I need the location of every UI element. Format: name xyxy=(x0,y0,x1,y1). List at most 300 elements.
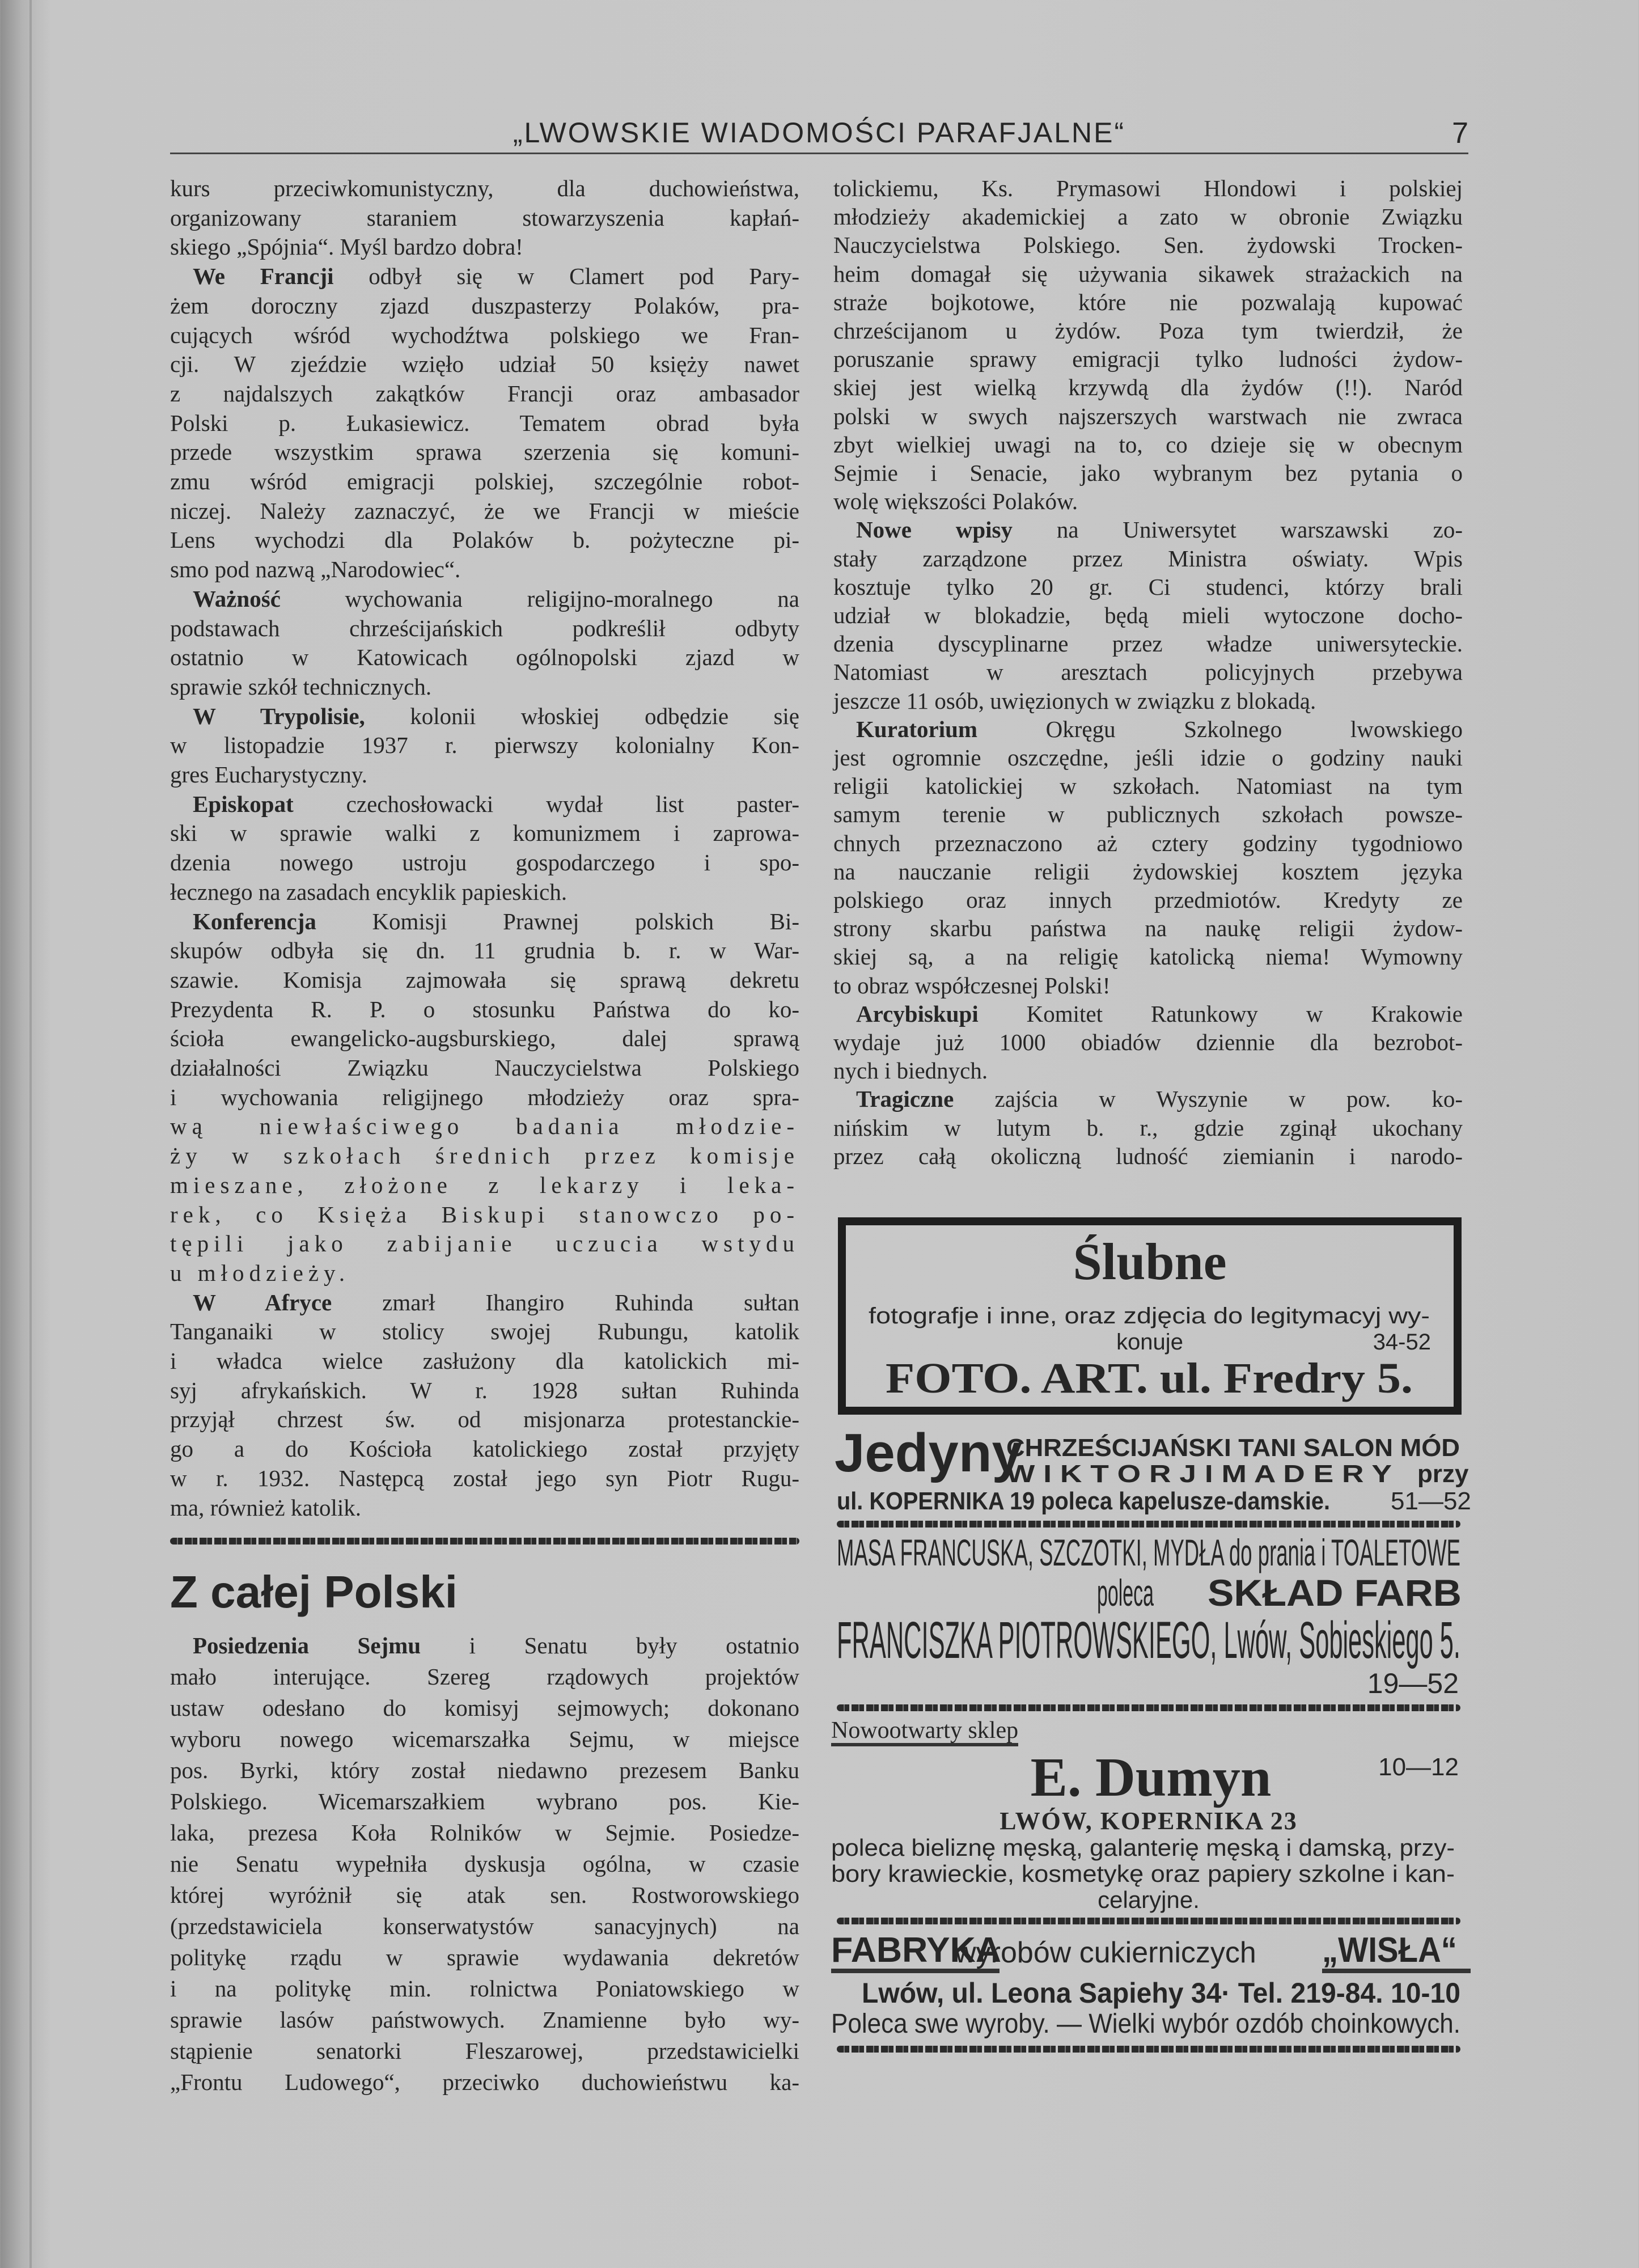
ornament-divider xyxy=(837,1918,1460,1924)
line-body: skiej jest wielką krzywdą dla żydów (!!). Naród xyxy=(833,374,1463,401)
text-line xyxy=(170,819,799,847)
text-line xyxy=(833,174,1463,202)
paragraph-lead: Episkopat xyxy=(193,790,294,817)
line-text xyxy=(856,716,1463,742)
line-body: niczej. Należy zaznaczyć, że we Francji w mieście xyxy=(170,497,799,524)
line-body: wyboru nowego wicemarszałka Sejmu, w miejsce xyxy=(170,1726,799,1752)
line-text xyxy=(833,801,1463,827)
publication-title: „LWOWSKIE WIADOMOŚCI PARAFJALNE“ xyxy=(513,117,1126,149)
ad-dumyn-line xyxy=(831,1860,1455,1887)
line-text xyxy=(833,631,1463,657)
line-text xyxy=(170,234,523,260)
text-line xyxy=(193,262,799,290)
line-text xyxy=(833,545,1463,572)
line-body: młodzieży akademickiej a zato w obronie Związku xyxy=(833,204,1463,230)
line-body: ski w sprawie walki z komunizmem i zaprowa- xyxy=(170,820,799,847)
line-text xyxy=(193,263,799,289)
text-line xyxy=(170,204,799,232)
line-body: Polski p. Łukasiewicz. Tematem obrad była xyxy=(170,409,799,436)
ad-dumyn-code: 10—12 xyxy=(1378,1753,1459,1781)
line-text xyxy=(170,1820,799,1846)
line-body: poruszanie sprawy emigracji tylko ludności żydow- xyxy=(833,346,1463,373)
text-line xyxy=(833,260,1463,288)
line-body: (przedstawiciela konserwatystów sanacyjnych) na xyxy=(170,1913,799,1939)
text-line xyxy=(170,1850,799,1878)
ad-slubne-title: Ślubne xyxy=(1073,1233,1227,1290)
line-text xyxy=(833,1057,988,1084)
line-body: u młodzieży. xyxy=(170,1259,350,1286)
paragraph-lead: We Francji xyxy=(193,263,334,290)
line-body: samym terenie w publicznych szkołach powsze- xyxy=(833,801,1463,828)
line-text xyxy=(170,1377,799,1403)
line-body: Komisji Prawnej polskich Bi- xyxy=(316,908,799,934)
ad-dumyn-name: E. Dumyn xyxy=(1030,1747,1272,1808)
line-body: polski w swych najszerszych warstwach nie zwraca xyxy=(833,403,1463,429)
ad-dumyn-kicker: Nowootwarty sklep xyxy=(831,1718,1018,1746)
text-line xyxy=(170,643,799,671)
line-text xyxy=(170,498,799,524)
text-line xyxy=(170,467,799,496)
text-line xyxy=(193,907,799,936)
ad-farby-line1 xyxy=(837,1531,1639,1573)
ad-slubne-line1-text: fotografje i inne, oraz zdjęcia do legitymacyj wy- xyxy=(869,1304,1430,1328)
line-body: nie Senatu wypełniła dyskusja ogólna, w czasie xyxy=(170,1851,799,1877)
line-body: nych i biednych. xyxy=(833,1057,988,1084)
line-text xyxy=(170,1025,799,1051)
ad-jedyny-line2 xyxy=(1006,1460,1392,1488)
text-line xyxy=(833,914,1463,942)
line-text xyxy=(833,688,1316,714)
line-text xyxy=(170,1726,799,1752)
text-line xyxy=(833,373,1463,401)
line-text xyxy=(833,574,1463,600)
text-line xyxy=(170,936,799,964)
ad-wisla-name xyxy=(1322,1932,1471,1973)
ad-wisla-mid: wyrobów cukierniczych xyxy=(955,1936,1256,1969)
line-body: wą niewłaściwego badania młodzie- xyxy=(170,1113,799,1140)
text-line xyxy=(833,544,1463,573)
text-line xyxy=(833,288,1463,316)
line-body: ostatnio w Katowicach ogólnopolski zjazd w xyxy=(170,644,799,671)
line-text xyxy=(193,1289,799,1315)
text-line xyxy=(170,497,799,525)
line-text xyxy=(833,403,1463,429)
line-text xyxy=(170,556,460,582)
line-text xyxy=(170,1757,799,1783)
line-body: skupów odbyła się dn. 11 grudnia b. r. w War- xyxy=(170,937,799,964)
text-line xyxy=(193,702,799,730)
text-line xyxy=(193,1631,799,1660)
line-text xyxy=(170,1055,799,1081)
text-line xyxy=(833,430,1463,459)
line-body: sprawie lasów państwowych. Znamienne było wy- xyxy=(170,2007,799,2033)
line-text xyxy=(170,732,799,758)
ad-slubne-code: 34-52 xyxy=(1373,1330,1431,1355)
line-body: cujących wśród wychodźtwa polskiego we Fran- xyxy=(170,321,799,348)
text-line xyxy=(170,1818,799,1847)
text-line xyxy=(170,1229,799,1258)
line-body: i wychowania religijnego młodzieży oraz spra- xyxy=(170,1084,799,1110)
text-line xyxy=(170,1694,799,1722)
line-text xyxy=(170,1788,799,1814)
line-text xyxy=(833,744,1463,771)
text-line xyxy=(170,2037,799,2065)
line-text xyxy=(170,1495,361,1521)
text-line xyxy=(833,487,1463,515)
line-body: działalności Związku Nauczycielstwa Polskiego xyxy=(170,1055,799,1081)
text-line xyxy=(833,800,1463,828)
text-line xyxy=(856,1000,1463,1028)
line-body: zmarł Ihangiro Ruhinda sułtan xyxy=(332,1289,799,1315)
paragraph-lead: Kuratorium xyxy=(856,716,978,742)
text-line xyxy=(170,438,799,466)
line-text xyxy=(833,972,1110,998)
text-line xyxy=(833,629,1463,658)
line-body: jest ogromnie oszczędne, jeśli idzie o godziny nauki xyxy=(833,744,1463,771)
ad-jedyny-line3-text: ul. KOPERNIKA 19 poleca kapelusze-damskie. xyxy=(837,1487,1330,1515)
paragraph-lead: W Afryce xyxy=(193,1289,332,1315)
line-body: polskiego oraz innych przedmiotów. Kredyty ze xyxy=(833,887,1463,913)
line-body: zbyt wielkiej uwagi na to, co dzieje się w obecnym xyxy=(833,431,1463,458)
line-text xyxy=(833,659,1463,685)
line-text xyxy=(833,232,1463,258)
line-text xyxy=(170,1406,799,1432)
line-text xyxy=(170,1172,799,1198)
line-body: łecznego na zasadach encyklik papieskich. xyxy=(170,878,567,905)
text-line xyxy=(170,526,799,554)
line-body: przez całą okoliczną ludność ziemianin i narodo- xyxy=(833,1143,1463,1169)
line-text xyxy=(170,1436,799,1462)
line-body: laka, prezesa Koła Rolników w Sejmie. Posiedze- xyxy=(170,1820,799,1846)
line-text xyxy=(170,468,799,494)
line-body: cji. W zjeździe wzięło udział 50 księży nawet xyxy=(170,351,799,378)
text-line xyxy=(170,1974,799,2003)
text-line xyxy=(170,1259,799,1287)
running-header xyxy=(170,116,1468,156)
line-text xyxy=(833,1115,1463,1141)
line-body: syj afrykańskich. W r. 1928 sułtan Ruhinda xyxy=(170,1377,799,1403)
line-text xyxy=(170,761,367,788)
text-line xyxy=(833,1114,1463,1142)
line-body: kosztuje tylko 20 gr. Ci studenci, którzy brali xyxy=(833,573,1463,600)
text-line xyxy=(833,459,1463,487)
line-body: ustaw odesłano do komisyj sejmowych; dokonano xyxy=(170,1695,799,1721)
line-body: Prezydenta R. P. o stosunku Państwa do ko- xyxy=(170,996,799,1022)
line-body: podstawach chrześcijańskich podkreślił odbyty xyxy=(170,615,799,641)
line-body: zmu wśród emigracji polskiej, szczególnie robot- xyxy=(170,468,799,494)
text-line xyxy=(833,1142,1463,1170)
ad-jedyny-line1 xyxy=(1006,1434,1460,1462)
line-text xyxy=(170,410,799,436)
line-text xyxy=(856,1086,1463,1112)
line-text xyxy=(833,460,1463,486)
line-text xyxy=(170,615,799,641)
line-text xyxy=(170,674,431,700)
ad-dumyn-address: LWÓW, KOPERNIKA 23 xyxy=(1000,1807,1298,1835)
line-body: skiego „Spójnia“. Myśl bardzo dobra! xyxy=(170,234,523,260)
line-body: szawie. Komisja zajmowała się sprawą dekretu xyxy=(170,966,799,993)
line-body: strony skarbu państwa na naukę religii żydow- xyxy=(833,915,1463,942)
line-body: to obraz współczesnej Polski! xyxy=(833,972,1111,998)
line-text xyxy=(170,2069,799,2095)
line-body: ma, również katolik. xyxy=(170,1494,362,1521)
ad-slubne-line3 xyxy=(886,1355,1413,1402)
text-line xyxy=(833,942,1463,971)
text-line xyxy=(833,743,1463,772)
text-line xyxy=(833,202,1463,231)
line-body: ży w szkołach średnich przez komisje xyxy=(170,1143,799,1169)
line-text xyxy=(833,318,1463,344)
line-text xyxy=(856,1001,1463,1027)
line-text xyxy=(170,1975,799,2002)
line-body: Polskiego. Wicemarszałkiem wybrano pos. Kie- xyxy=(170,1788,799,1814)
text-line xyxy=(833,1028,1463,1056)
line-text xyxy=(833,431,1463,458)
line-text xyxy=(170,527,799,553)
line-text xyxy=(170,644,799,670)
line-text xyxy=(833,204,1463,230)
line-body: rek, co Księża Biskupi stanowczo po- xyxy=(170,1201,799,1228)
ad-wisla-line2-text: Poleca swe wyroby. — Wielki wybór ozdób choinkowych. xyxy=(831,2009,1460,2039)
text-line xyxy=(833,971,1463,1000)
line-body: skiej są, a na religię katolicką niema! Wymowny xyxy=(833,943,1463,970)
text-line xyxy=(833,687,1463,715)
line-text xyxy=(170,322,799,348)
line-body: Tanganaiki w stolicy swojej Rubungu, katolik xyxy=(170,1318,799,1345)
line-text xyxy=(833,858,1463,885)
text-line xyxy=(170,1435,799,1463)
line-body: tępili jako zabijanie uczucia wstydu xyxy=(170,1230,799,1257)
line-body: na Uniwersytet warszawski zo- xyxy=(1013,517,1463,543)
line-body: czechosłowacki wydał list paster- xyxy=(293,790,799,817)
line-body: przede wszystkim sprawa szerzenia się komuni- xyxy=(170,439,799,466)
paragraph-lead: Posiedzenia Sejmu xyxy=(193,1632,421,1658)
paragraph-lead: Ważność xyxy=(193,585,281,612)
line-body: chnych przeznaczono aż cztery godziny tygodniowo xyxy=(833,830,1463,856)
line-text xyxy=(833,1029,1463,1055)
text-line xyxy=(833,231,1463,259)
line-body: wolę większości Polaków. xyxy=(833,488,1078,515)
line-text xyxy=(170,1201,799,1228)
text-line xyxy=(833,857,1463,886)
text-line xyxy=(170,379,799,408)
text-line xyxy=(170,1200,799,1229)
line-body: z najdalszych zakątków Francji oraz ambasador xyxy=(170,380,799,407)
line-body: której wyróżnił się atak sen. Rostworowskiego xyxy=(170,1882,799,1908)
line-text xyxy=(193,586,799,612)
line-text xyxy=(833,1143,1463,1169)
text-line xyxy=(833,573,1463,601)
line-body: żem doroczny zjazd duszpasterzy Polaków, pra- xyxy=(170,292,799,319)
line-body: wydaje już 1000 obiadów dziennie dla bezrobot- xyxy=(833,1029,1463,1055)
text-line xyxy=(193,790,799,818)
line-body: gres Eucharystyczny. xyxy=(170,761,367,788)
ad-jedyny-przy: przy xyxy=(1417,1460,1469,1488)
ad-farby-code: 19—52 xyxy=(1367,1668,1459,1699)
ad-slubne-line2: konuje xyxy=(1116,1330,1183,1355)
text-line xyxy=(170,555,799,583)
ad-jedyny-line3 xyxy=(837,1489,1383,1514)
ad-wisla-line2 xyxy=(831,2011,1517,2038)
line-text xyxy=(833,943,1463,970)
text-line xyxy=(170,350,799,378)
line-text xyxy=(170,1882,799,1908)
line-body: „Frontu Ludowego“, przeciwko duchowieństwu ka- xyxy=(170,2069,799,2095)
ad-dumyn-line: celaryjne. xyxy=(1098,1886,1200,1913)
line-text xyxy=(170,1260,350,1286)
line-body: przyjął chrzest św. od misjonarza protestanckie- xyxy=(170,1406,799,1433)
ad-wisla-address xyxy=(862,1979,1484,2007)
text-line xyxy=(170,614,799,642)
line-body: ścioła ewangelicko-augsburskiego, dalej sprawą xyxy=(170,1025,799,1052)
text-line xyxy=(170,878,799,906)
line-body: tolickiemu, Ks. Prymasowi Hlondowi i polskiej xyxy=(833,175,1463,201)
line-body: organizowany staraniem stowarzyszenia kapłań- xyxy=(170,204,799,231)
line-body: sprawie szkół technicznych. xyxy=(170,673,432,700)
line-body: dzenia dyscyplinarne przez władze uniwersyteckie. xyxy=(833,631,1463,657)
text-line xyxy=(170,1881,799,1909)
line-text xyxy=(170,205,799,231)
line-body: Nauczycielstwa Polskiego. Sen. żydowski Trocken- xyxy=(833,232,1463,259)
line-text xyxy=(170,1230,799,1256)
line-text xyxy=(833,602,1463,628)
text-line xyxy=(170,1347,799,1375)
text-line xyxy=(170,1725,799,1753)
text-line xyxy=(856,1085,1463,1113)
text-line xyxy=(170,966,799,994)
paragraph-lead: W Trypolisie, xyxy=(193,703,365,729)
line-body: Lens wychodzi dla Polaków b. pożyteczne pi- xyxy=(170,527,799,553)
text-line xyxy=(170,1141,799,1170)
line-body: stąpienie senatorki Fleszarowej, przedstawicielki xyxy=(170,2038,799,2064)
line-text xyxy=(170,293,799,319)
ad-slubne xyxy=(838,1217,1462,1415)
line-body: pos. Byrki, który został niedawno prezesem Banku xyxy=(170,1757,799,1783)
text-line xyxy=(170,1112,799,1140)
line-body: Komitet Ratunkowy w Krakowie xyxy=(978,1000,1463,1027)
ad-farby-line3-text: FRANCISZKA PIOTROWSKIEGO, Lwów, Sobieskiego 5. xyxy=(837,1611,1460,1669)
text-line xyxy=(170,1171,799,1199)
page-edge xyxy=(29,0,32,2268)
text-line xyxy=(170,1405,799,1433)
header-rule xyxy=(170,153,1468,154)
text-line xyxy=(833,1056,1463,1085)
ad-farby-poleca-text: poleca xyxy=(1097,1572,1154,1614)
text-line xyxy=(170,1662,799,1691)
text-line xyxy=(833,402,1463,430)
line-body: go a do Kościoła katolickiego został przyjęty xyxy=(170,1436,799,1462)
text-line xyxy=(833,658,1463,686)
text-line xyxy=(170,321,799,349)
line-text xyxy=(833,488,1078,514)
line-text xyxy=(193,703,799,729)
ad-jedyny-big: Jedyny xyxy=(835,1423,1022,1483)
ad-wisla-name-text: „WISŁA“ xyxy=(1322,1931,1457,1970)
line-body: kolonii włoskiej odbędzie się xyxy=(365,703,799,729)
line-text xyxy=(170,1664,799,1690)
line-body: mieszane, złożone z lekarzy i leka- xyxy=(170,1171,799,1198)
line-text xyxy=(170,1465,799,1491)
text-line xyxy=(170,995,799,1023)
text-line xyxy=(193,585,799,613)
text-line xyxy=(170,1943,799,1971)
text-line xyxy=(170,409,799,437)
text-line xyxy=(170,2005,799,2034)
ad-slubne-line1 xyxy=(869,1304,1430,1328)
line-body: dzenia nowego ustroju gospodarczego i spo- xyxy=(170,849,799,876)
text-line xyxy=(856,715,1463,743)
line-body: Natomiast w aresztach policyjnych przebywa xyxy=(833,659,1463,686)
line-text xyxy=(170,2007,799,2033)
ad-dumyn-line-text: bory krawieckie, kosmetykę oraz papiery szkolne i kan- xyxy=(831,1860,1455,1887)
line-body: i władca wielce zasłużony dla katolickich mi- xyxy=(170,1348,799,1374)
line-body: jeszcze 11 osób, uwięzionych w związku z blokadą. xyxy=(833,687,1316,714)
line-body: chrześcijanom u żydów. Poza tym twierdził, że xyxy=(833,318,1463,344)
text-line xyxy=(170,1317,799,1345)
line-text xyxy=(170,1348,799,1374)
line-body: politykę rządu w sprawie wydawania dekretów xyxy=(170,1944,799,1970)
line-body: i Senatu były ostatnio xyxy=(421,1632,800,1658)
line-text xyxy=(833,915,1463,941)
text-line xyxy=(170,1787,799,1816)
line-body: kurs przeciwkomunistyczny, dla duchowieństwa, xyxy=(170,175,799,201)
line-body: odbył się w Clamert pod Pary- xyxy=(333,263,800,290)
line-text xyxy=(170,1143,799,1169)
text-line xyxy=(170,1493,799,1522)
text-line xyxy=(170,1464,799,1492)
line-body: na nauczanie religii żydowskiej kosztem języka xyxy=(833,858,1463,885)
line-text xyxy=(170,439,799,465)
line-text xyxy=(170,1318,799,1344)
line-text xyxy=(833,175,1463,201)
text-line xyxy=(833,316,1463,345)
text-line xyxy=(170,232,799,261)
ad-jedyny-code: 51—52 xyxy=(1391,1487,1471,1515)
text-line xyxy=(856,515,1463,544)
text-line xyxy=(170,2068,799,2096)
line-text xyxy=(170,1913,799,1939)
line-text xyxy=(170,967,799,993)
ad-farby-line1-text: MASA FRANCUSKA, SZCZOTKI, MYDŁA do prania i TOALETOWE xyxy=(837,1531,1460,1573)
line-text xyxy=(856,517,1463,543)
text-line xyxy=(170,1912,799,1940)
line-text xyxy=(833,374,1463,400)
line-text xyxy=(833,346,1463,372)
line-body: religii katolickiej w szkołach. Natomiast na tym xyxy=(833,773,1463,799)
line-body: stały zarządzone przez Ministra oświaty. Wpis xyxy=(833,545,1463,572)
ad-jedyny-line2-text: W I K T O R J I M A D E R Y xyxy=(1006,1460,1392,1488)
page-number: 7 xyxy=(1452,117,1468,150)
line-text xyxy=(833,773,1463,799)
ornament-divider xyxy=(837,2046,1460,2053)
text-line xyxy=(170,848,799,877)
ad-farby-line3 xyxy=(837,1611,1639,1669)
line-body: w r. 1932. Następcą został jego syn Piotr Rugu- xyxy=(170,1465,799,1491)
ad-jedyny-line1-text: CHRZEŚCIJAŃSKI TANI SALON MÓD xyxy=(1006,1434,1460,1462)
line-text xyxy=(833,830,1463,856)
section-heading: Z całej Polski xyxy=(170,1567,458,1617)
line-text xyxy=(170,1851,799,1877)
text-line xyxy=(833,829,1463,857)
line-text xyxy=(170,351,799,377)
text-line xyxy=(170,1376,799,1404)
line-text xyxy=(170,1695,799,1721)
line-text xyxy=(170,1944,799,1970)
ad-dumyn-line-text: poleca bieliznę męską, galanterię męską i damską, przy- xyxy=(831,1834,1455,1861)
text-line xyxy=(833,772,1463,800)
ad-wisla-fabryka-text: FABRYKA xyxy=(831,1931,1001,1970)
line-body: nińskim w lutym b. r., gdzie zginął ukochany xyxy=(833,1114,1463,1141)
